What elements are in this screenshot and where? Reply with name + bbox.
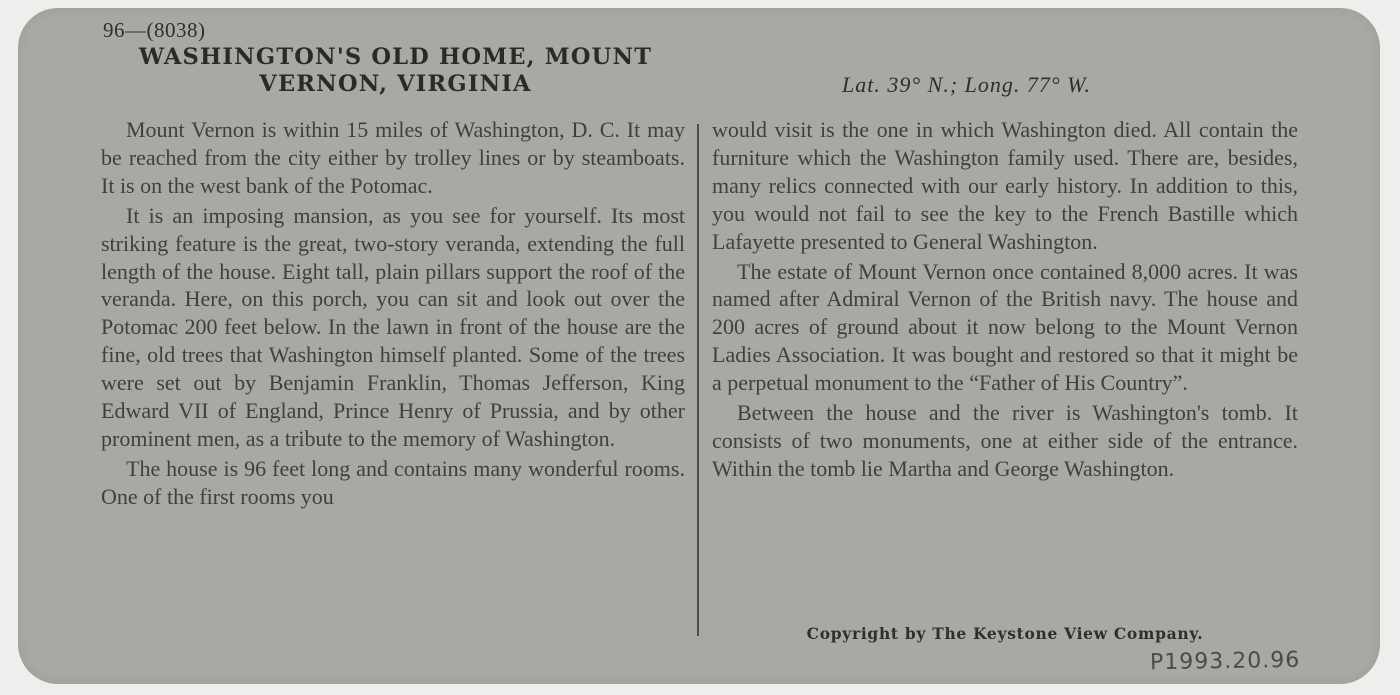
accession-number: P1993.20.96 [1149, 647, 1301, 676]
left-column [101, 116, 685, 513]
column-divider [697, 124, 699, 636]
right-paragraph-2: The estate of Mount Vernon once contained 8,000 acres. It was named after Admiral Vernon of the British navy. The house and 200 acres of ground about it now belong to the Mount Vernon Ladies Association. It was bought and restored so that it might be a perpetual monument to the “Father of His Country”. [712, 258, 1298, 396]
right-column [712, 116, 1298, 485]
right-paragraph-1: would visit is the one in which Washington died. All contain the furniture which the Washington family used. There are, besides, many relics connected with our early history. In addition to this, you would not fail to see the key to the French Bastille which Lafayette presented to General Washington. [712, 117, 1298, 254]
left-paragraph-2: It is an imposing mansion, as you see for yourself. Its most striking feature is the great, two-story veranda, extending the full length of the house. Eight tall, plain pillars support the roof of the veranda. Here, on this porch, you can sit and look out over the Potomac 200 feet below. In the lawn in front of the house are the fine, old trees that Washington himself planted. Some of the trees were set out by Benjamin Franklin, Thomas Jefferson, King Edward VII of England, Prince Henry of Prussia, and by other prominent men, as a tribute to the memory of Washington. [101, 202, 685, 451]
lat-long: Lat. 39° N.; Long. 77° W. [842, 72, 1091, 97]
card-title-line-2: VERNON, VIRGINIA [259, 71, 532, 97]
right-paragraph-3: Between the house and the river is Washington's tomb. It consists of two monuments, one at either side of the entrance. Within the tomb lie Martha and George Washington. [712, 400, 1298, 481]
copyright-line: Copyright by The Keystone View Company. [806, 624, 1204, 643]
card-title-line-1: WASHINGTON'S OLD HOME, MOUNT [138, 44, 653, 70]
card-number: 96—(8038) [103, 18, 206, 42]
left-paragraph-3: The house is 96 feet long and contains many wonderful rooms. One of the first rooms you [101, 455, 685, 509]
left-paragraph-1: Mount Vernon is within 15 miles of Washington, D. C. It may be reached from the city either by trolley lines or by steamboats. It is on the west bank of the Potomac. [101, 117, 685, 198]
card-title [103, 44, 688, 98]
